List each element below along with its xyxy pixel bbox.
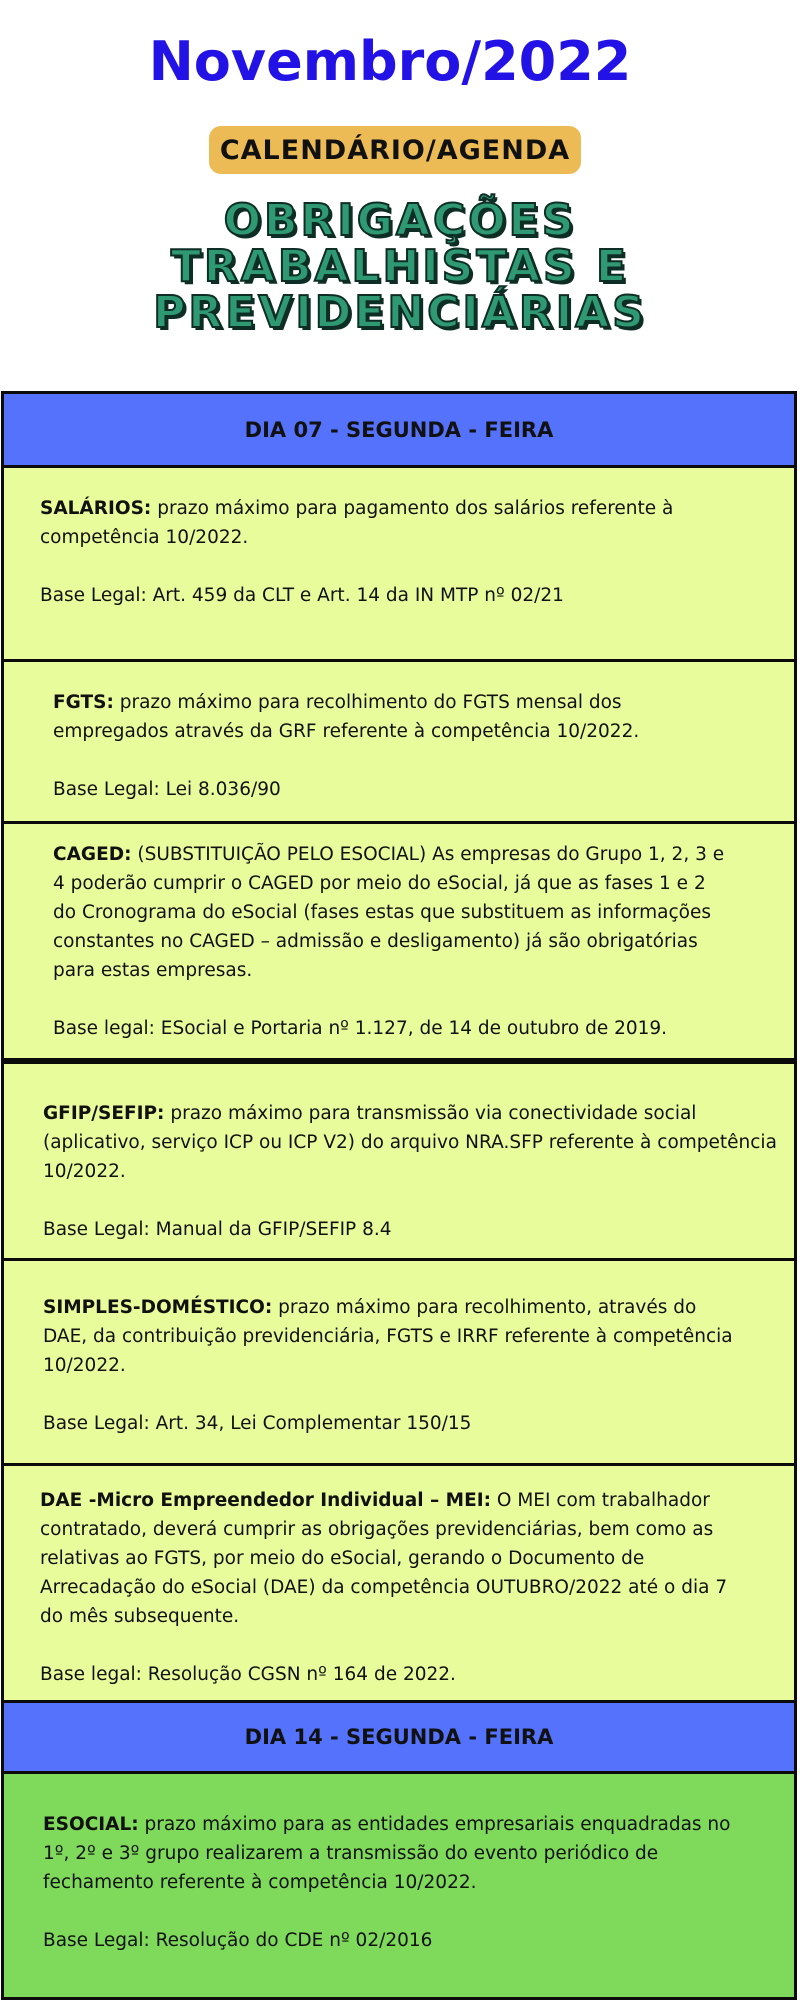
entry-legal: Base Legal: Resolução do CDE nº 02/2016: [43, 1930, 433, 1951]
entry-title: CAGED:: [53, 844, 132, 865]
entry-text: (SUBSTITUIÇÃO PELO ESOCIAL) As empresas do Grupo 1, 2, 3 e 4 poderão cumprir o CAGED por meio do eSocial, já que as fases 1 e 2 do Cronograma do eSocial (fases estas que substituem as informações constantes no CAGED – admissão e desligamento) já são obrigatórias para estas empresas.: [53, 844, 725, 981]
entry-legal: Base Legal: Art. 459 da CLT e Art. 14 da IN MTP nº 02/21: [40, 585, 564, 606]
entry-legal: Base Legal: Lei 8.036/90: [53, 779, 281, 800]
entry-mei: [1, 1463, 797, 1703]
entry-salarios: [1, 465, 797, 662]
entry-text: prazo máximo para transmissão via conectividade social (aplicativo, serviço ICP ou ICP V2) do arquivo NRA.SFP referente à competência 10/2022.: [43, 1103, 777, 1182]
heading-line-2: TRABALHISTAS E: [170, 241, 630, 292]
page-title: Novembro/2022: [148, 30, 632, 93]
entry-title: GFIP/SEFIP:: [43, 1103, 165, 1124]
entry-legal: Base legal: Resolução CGSN nº 164 de 2022.: [40, 1664, 456, 1685]
entry-legal: Base Legal: Manual da GFIP/SEFIP 8.4: [43, 1219, 392, 1240]
entry-simples-domestico: [1, 1258, 797, 1466]
entry-fgts: [1, 659, 797, 824]
heading-line-3: PREVIDENCIÁRIAS: [153, 287, 647, 338]
day-label: DIA 07 - SEGUNDA - FEIRA: [244, 417, 554, 442]
day-header-07: [1, 391, 797, 468]
entry-title: FGTS:: [53, 692, 114, 713]
day-label: DIA 14 - SEGUNDA - FEIRA: [244, 1725, 554, 1749]
entry-text: prazo máximo para recolhimento, através do DAE, da contribuição previdenciária, FGTS e IRRF referente à competência 10/2022.: [43, 1297, 733, 1376]
entry-text: O MEI com trabalhador contratado, deverá cumprir as obrigações previdenciárias, bem como as relativas ao FGTS, por meio do eSocial, gerando o Documento de Arrecadação do eSocial (DAE) da competência OUTUBRO/2022 até o dia 7 do mês subsequente.: [40, 1490, 728, 1627]
entry-gfip-sefip: [1, 1061, 797, 1261]
entry-legal: Base Legal: Art. 34, Lei Complementar 150/15: [43, 1413, 472, 1434]
entry-title: SALÁRIOS:: [40, 498, 152, 519]
calendar-badge: CALENDÁRIO/AGENDA: [209, 126, 581, 174]
heading-line-1: OBRIGAÇÕES: [223, 195, 577, 246]
entry-title: SIMPLES-DOMÉSTICO:: [43, 1297, 273, 1318]
entry-text: prazo máximo para recolhimento do FGTS mensal dos empregados através da GRF referente à competência 10/2022.: [53, 692, 640, 742]
entry-text: prazo máximo para pagamento dos salários referente à competência 10/2022.: [40, 498, 674, 548]
entry-text: prazo máximo para as entidades empresariais enquadradas no 1º, 2º e 3º grupo realizarem a transmissão do evento periódico de fechamento referente à competência 10/2022.: [43, 1814, 731, 1893]
entry-title: DAE -Micro Empreendedor Individual – MEI:: [40, 1490, 492, 1511]
entry-caged: [1, 821, 797, 1061]
entry-esocial: [1, 1771, 797, 2000]
entry-legal: Base legal: ESocial e Portaria nº 1.127, de 14 de outubro de 2019.: [53, 1018, 668, 1039]
main-heading: [0, 195, 800, 338]
entry-title: ESOCIAL:: [43, 1814, 139, 1835]
day-header-14: [1, 1700, 797, 1774]
